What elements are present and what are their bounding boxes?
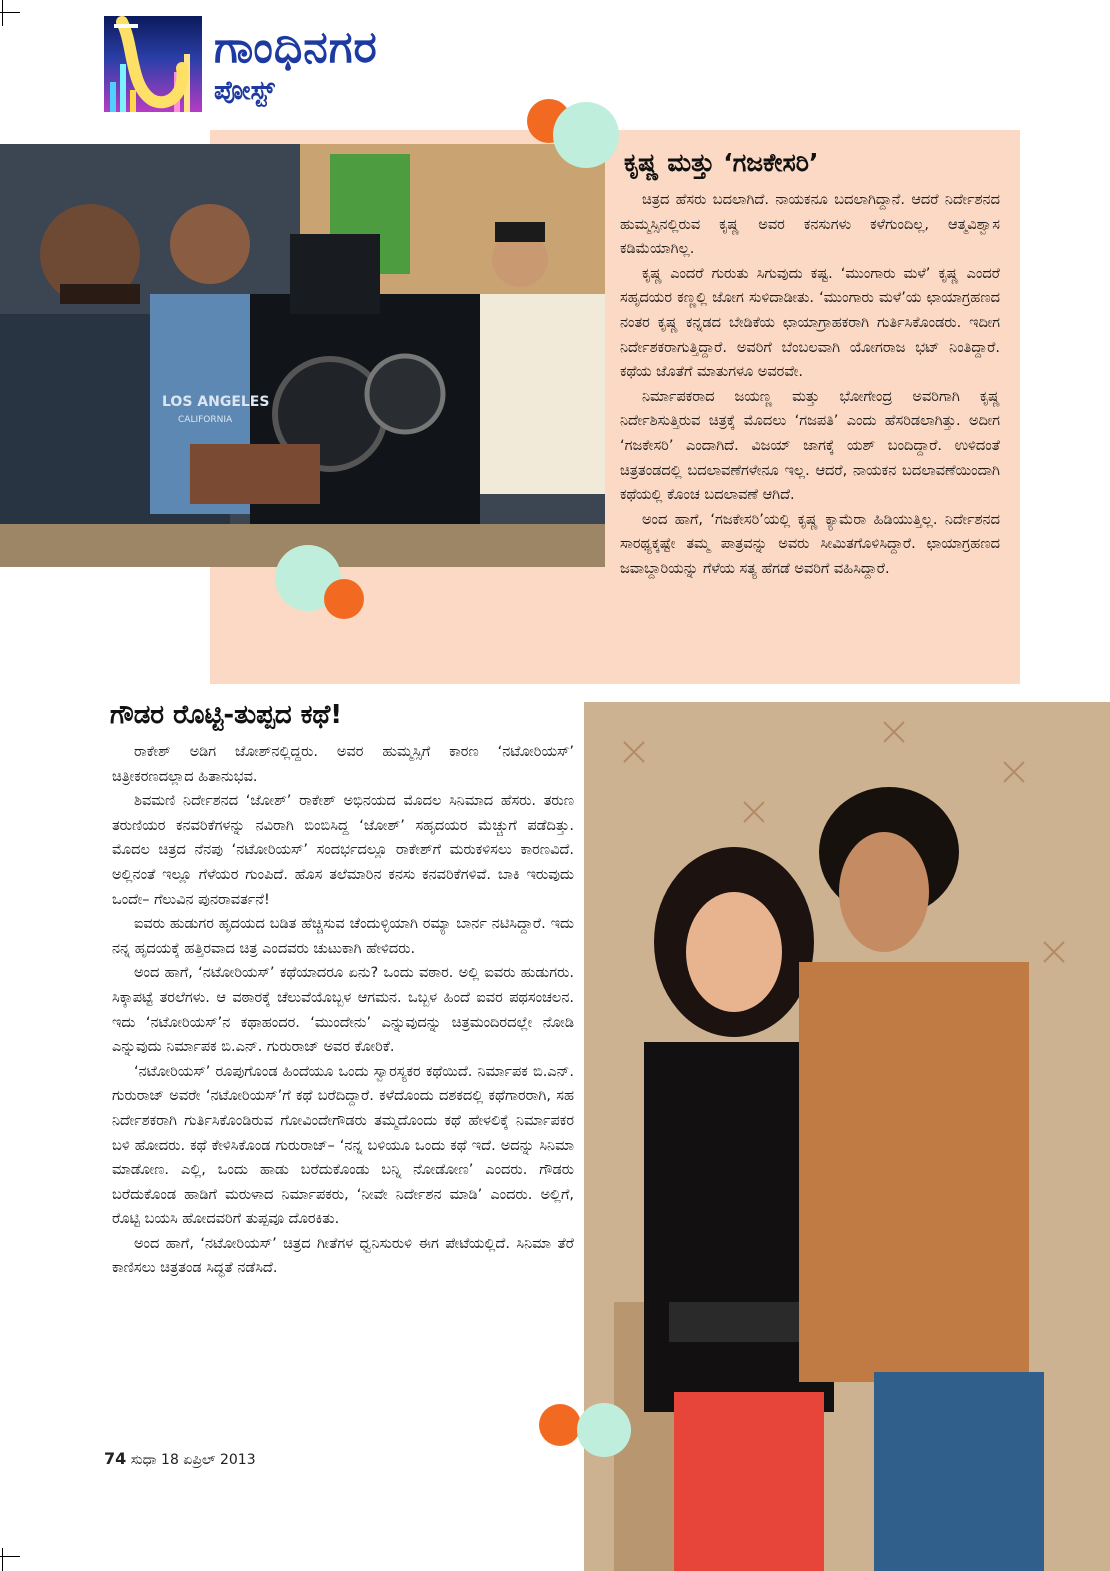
film-crew-photo [0,144,605,567]
story2-paragraph: ಶಿವಮಣಿ ನಿರ್ದೇಶನದ ‘ಜೋಶ್’ ರಾಕೇಶ್ ಅಭಿನಯದ ಮೊದಲ ಸಿನಿಮಾದ ಹೆಸರು. ತರುಣ ತರುಣಿಯರ ಕನವರಿಕೆಗಳನ್ನು ನವಿರಾಗಿ ಬಿಂಬಿಸಿದ್ದ ‘ಜೋಶ್’ ಸಹೃದಯರ ಮೆಚ್ಚುಗೆ ಪಡೆದಿತ್ತು. ಮೊದಲ ಚಿತ್ರದ ನೆನಪು ‘ನಟೋರಿಯಸ್’ ಸಂದರ್ಭದಲ್ಲೂ ರಾಕೇಶ್‌ಗೆ ಮರುಕಳಿಸಲು ಕಾರಣವಿದೆ. ಅಲ್ಲಿನಂತೆ ಇಲ್ಲೂ ಗೆಳೆಯರ ಗುಂಪಿದೆ. ಹೊಸ ತಲೆಮಾರಿನ ಕನಸು ಕನವರಿಕೆಗಳಿವೆ. ಬಾಕಿ ಇರುವುದು ಒಂದೇ– ಗೆಲುವಿನ ಪುನರಾವರ್ತನೆ! [112,793,574,908]
story2-body [112,740,574,1281]
shirt-subtext: CALIFORNIA [178,415,233,425]
story1-paragraph: ಕೃಷ್ಣ ಎಂದರೆ ಗುರುತು ಸಿಗುವುದು ಕಷ್ಟ. ‘ಮುಂಗಾರು ಮಳೆ’ ಕೃಷ್ಣ ಎಂದರೆ ಸಹೃದಯರ ಕಣ್ಣಲ್ಲಿ ಜೋಗ ಸುಳಿದಾಡೀತು. ‘ಮುಂಗಾರು ಮಳೆ’ಯ ಛಾಯಾಗ್ರಹಣದ ನಂತರ ಕೃಷ್ಣ ಕನ್ನಡದ ಬೇಡಿಕೆಯ ಛಾಯಾಗ್ರಾಹಕರಾಗಿ ಗುರ್ತಿಸಿಕೊಂಡರು. ಇದೀಗ ನಿರ್ದೇಶಕರಾಗುತ್ತಿದ್ದಾರೆ. ಅವರಿಗೆ ಬೆಂಬಲವಾಗಿ ಯೋಗರಾಜ ಭಟ್ ನಿಂತಿದ್ದಾರೆ. ಕಥೆಯ ಜೊತೆಗೆ ಮಾತುಗಳೂ ಅವರವೇ. [620,265,1000,381]
crop-mark [0,1556,20,1557]
story1-heading: ಕೃಷ್ಣ ಮತ್ತು ‘ಗಜಕೇಸರಿ’ [624,148,819,177]
story1-paragraph: ನಿರ್ಮಾಪಕರಾದ ಜಯಣ್ಣ ಮತ್ತು ಭೋಗೇಂದ್ರ ಅವರಿಗಾಗಿ ಕೃಷ್ಣ ನಿರ್ದೇಶಿಸುತ್ತಿರುವ ಚಿತ್ರಕ್ಕೆ ಮೊದಲು ‘ಗಜಪತಿ’ ಎಂದು ಹೆಸರಿಡಲಾಗಿತ್ತು. ಅದೀಗ ‘ಗಜಕೇಸರಿ’ ಎಂದಾಗಿದೆ. ವಿಜಯ್ ಜಾಗಕ್ಕೆ ಯಶ್ ಬಂದಿದ್ದಾರೆ. ಉಳಿದಂತೆ ಚಿತ್ರತಂಡದಲ್ಲಿ ಬದಲಾವಣೆಗಳೇನೂ ಇಲ್ಲ. ಆದರೆ, ನಾಯಕನ ಬದಲಾವಣೆಯಿಂದಾಗಿ ಕಥೆಯಲ್ಲಿ ಕೊಂಚ ಬದಲಾವಣೆ ಆಗಿದೆ. [620,388,1000,504]
issue-date: 18 ಏಪ್ರಿಲ್ 2013 [161,1452,256,1468]
story2-paragraph: ರಾಕೇಶ್ ಅಡಿಗ ಜೋಶ್‌ನಲ್ಲಿದ್ದರು. ಅವರ ಹುಮ್ಮಸ್ಸಿಗೆ ಕಾರಣ ‘ನಟೋರಿಯಸ್’ ಚಿತ್ರೀಕರಣದಲ್ಲಾದ ಹಿತಾನುಭವ. [112,744,574,785]
story2-paragraph: ‘ನಟೋರಿಯಸ್’ ರೂಪುಗೊಂಡ ಹಿಂದೆಯೂ ಒಂದು ಸ್ವಾರಸ್ಯಕರ ಕಥೆಯಿದೆ. ನಿರ್ಮಾಪಕ ಬಿ.ಎನ್. ಗುರುರಾಜ್ ಅವರೇ ‘ನಟೋರಿಯಸ್’ಗೆ ಕಥೆ ಬರೆದಿದ್ದಾರೆ. ಕಳೆದೊಂದು ದಶಕದಲ್ಲಿ ಕಥೆಗಾರರಾಗಿ, ಸಹ ನಿರ್ದೇಶಕರಾಗಿ ಗುರ್ತಿಸಿಕೊಂಡಿರುವ ಗೋವಿಂದೇಗೌಡರು ತಮ್ಮದೊಂದು ಕಥೆ ಹೇಳಲಿಕ್ಕೆ ನಿರ್ಮಾಪಕರ ಬಳಿ ಹೋದರು. ಕಥೆ ಕೇಳಿಸಿಕೊಂಡ ಗುರುರಾಜ್– ‘ನನ್ನ ಬಳಿಯೂ ಒಂದು ಕಥೆ ಇದೆ. ಅದನ್ನು ಸಿನಿಮಾ ಮಾಡೋಣ. ಎಲ್ಲಿ, ಒಂದು ಹಾಡು ಬರೆದುಕೊಂಡು ಬನ್ನಿ ನೋಡೋಣ’ ಎಂದರು. ಗೌಡರು ಬರೆದುಕೊಂಡ ಹಾಡಿಗೆ ಮರುಳಾದ ನಿರ್ಮಾಪಕರು, ‘ನೀವೇ ನಿರ್ದೇಶನ ಮಾಡಿ’ ಎಂದರು. ಅಲ್ಲಿಗೆ, ರೊಟ್ಟಿ ಬಯಸಿ ಹೋದವರಿಗೆ ತುಪ್ಪವೂ ದೊರಕಿತು. [112,1063,574,1228]
story1-paragraph: ಚಿತ್ರದ ಹೆಸರು ಬದಲಾಗಿದೆ. ನಾಯಕನೂ ಬದಲಾಗಿದ್ದಾನೆ. ಆದರೆ ನಿರ್ದೇಶನದ ಹುಮ್ಮಸ್ಸಿನಲ್ಲಿರುವ ಕೃಷ್ಣ ಅವರ ಕನಸುಗಳು ಕಳೆಗುಂದಿಲ್ಲ, ಆತ್ಮವಿಶ್ವಾಸ ಕಡಿಮೆಯಾಗಿಲ್ಲ. [620,192,1000,258]
decor-circle-mint [577,1403,631,1457]
couple-illustration [584,702,1110,1571]
couple-photo [584,702,1110,1571]
decor-circle-orange [539,1404,581,1446]
decor-circle-mint [553,102,619,168]
page-footer [104,1449,256,1468]
story2-paragraph: ಅಂದ ಹಾಗೆ, ‘ನಟೋರಿಯಸ್’ ಚಿತ್ರದ ಗೀತೆಗಳ ಧ್ವನಿಸುರುಳಿ ಈಗ ಪೇಟೆಯಲ್ಲಿದೆ. ಸಿನಿಮಾ ತೆರೆ ಕಾಣಿಸಲು ಚಿತ್ರತಂಡ ಸಿದ್ಧತೆ ನಡೆಸಿದೆ. [112,1235,574,1277]
masthead-logo [104,16,202,112]
magazine-name: ಸುಧಾ [130,1452,157,1468]
crop-mark [2,0,3,26]
story1-paragraph: ಅಂದ ಹಾಗೆ, ‘ಗಜಕೇಸರಿ’ಯಲ್ಲಿ ಕೃಷ್ಣ ಕ್ಯಾಮೆರಾ ಹಿಡಿಯುತ್ತಿಲ್ಲ. ನಿರ್ದೇಶನದ ಸಾರಥ್ಯಕ್ಕಷ್ಟೇ ತಮ್ಮ ಪಾತ್ರವನ್ನು ಅವರು ಸೀಮಿತಗೊಳಿಸಿದ್ದಾರೆ. ಛಾಯಾಗ್ರಹಣದ ಜವಾಬ್ದಾರಿಯನ್ನು ಗೆಳೆಯ ಸತ್ಯ ಹೆಗಡೆ ಅವರಿಗೆ ವಹಿಸಿದ್ದಾರೆ. [620,511,1000,577]
story2-paragraph: ಐವರು ಹುಡುಗರ ಹೃದಯದ ಬಡಿತ ಹೆಚ್ಚಿಸುವ ಚೆಂದುಳ್ಳಿಯಾಗಿ ರಮ್ಯಾ ಬಾರ್ನ ನಟಿಸಿದ್ದಾರೆ. ಇದು ನನ್ನ ಹೃದಯಕ್ಕೆ ಹತ್ತಿರವಾದ ಚಿತ್ರ ಎಂದವರು ಚುಟುಕಾಗಿ ಹೇಳಿದರು. [112,916,574,957]
masthead-title: ಗಾಂಧಿನಗರ [214,22,378,73]
story2-heading: ಗೌಡರ ರೊಟ್ಟಿ-ತುಪ್ಪದ ಕಥೆ! [110,700,343,730]
story2-paragraph: ಅಂದ ಹಾಗೆ, ‘ನಟೋರಿಯಸ್’ ಕಥೆಯಾದರೂ ಏನು? ಒಂದು ವಠಾರ. ಅಲ್ಲಿ ಐವರು ಹುಡುಗರು. ಸಿಕ್ಕಾಪಟ್ಟೆ ತರಲೆಗಳು. ಆ ವಠಾರಕ್ಕೆ ಚೆಲುವೆಯೊಬ್ಬಳ ಆಗಮನ. ಒಬ್ಬಳ ಹಿಂದೆ ಐವರ ಪಥಸಂಚಲನ. ಇದು ‘ನಟೋರಿಯಸ್’ನ ಕಥಾಹಂದರ. ‘ಮುಂದೇನು’ ಎನ್ನುವುದನ್ನು ಚಿತ್ರಮಂದಿರದಲ್ಲೇ ನೋಡಿ ಎನ್ನುವುದು ನಿರ್ಮಾಪಕ ಬಿ.ಎನ್. ಗುರುರಾಜ್ ಅವರ ಕೋರಿಕೆ. [112,965,574,1056]
story1-body [620,188,1000,582]
film-crew-illustration [0,144,605,567]
shirt-text: LOS ANGELES [162,394,270,410]
crop-mark [2,1548,3,1571]
crop-mark [0,12,20,13]
page-number: 74 [104,1449,127,1468]
masthead-subtitle: ಪೋಸ್ಟ್ [214,76,275,106]
logo-swoosh-icon [104,16,202,112]
decor-circle-orange [324,579,364,619]
